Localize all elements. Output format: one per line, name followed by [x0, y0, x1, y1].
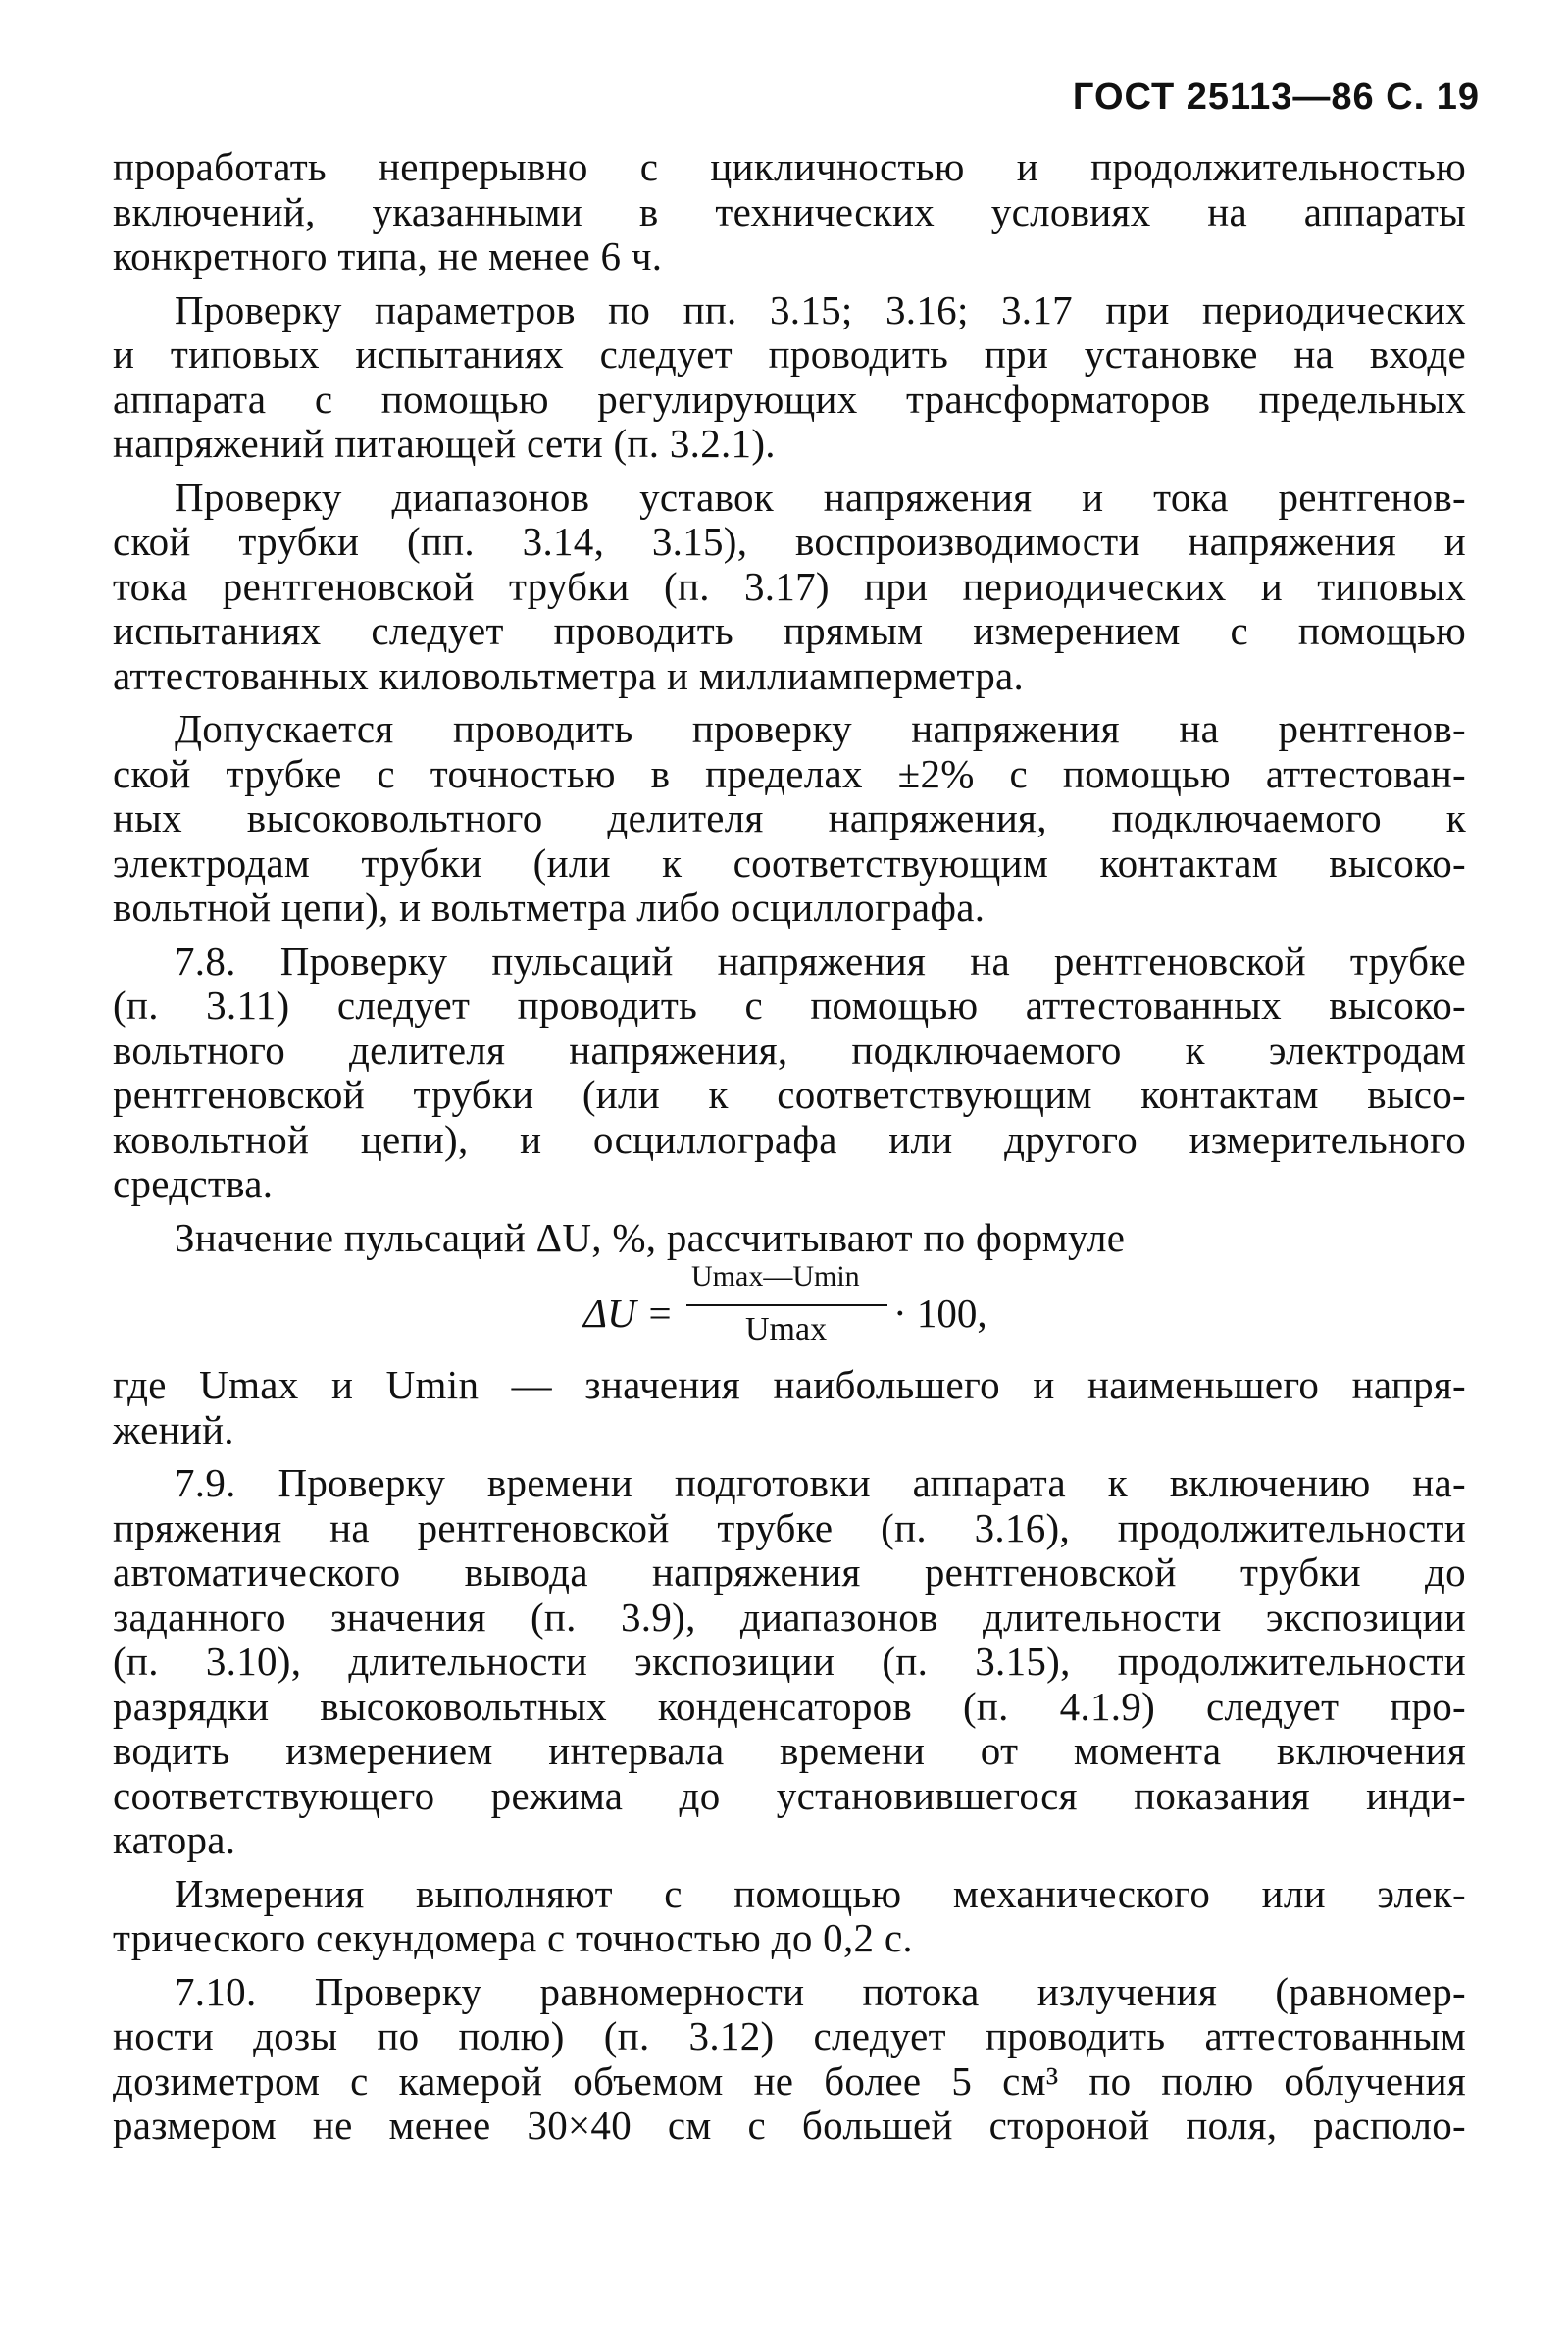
text-line: аппарата с помощью регулирующих трансформаторов предельных — [113, 376, 1466, 422]
text-line: заданного значения (п. 3.9), диапазонов длительности экспозиции — [113, 1594, 1466, 1640]
page-header: ГОСТ 25113—86 С. 19 — [1072, 76, 1480, 118]
text-line: 7.9. Проверку времени подготовки аппарата к включению на- — [175, 1460, 1466, 1505]
text-line: вольтной цепи), и вольтметра либо осциллографа. — [113, 885, 986, 930]
text-line: 7.10. Проверку равномерности потока излучения (равномер- — [175, 1968, 1466, 2014]
text-line: Проверку диапазонов уставок напряжения и тока рентгенов- — [175, 474, 1466, 520]
text-line: пряжения на рентгеновской трубке (п. 3.16), продолжительности — [113, 1504, 1466, 1550]
text-line: ных высоковольтного делителя напряжения, подключаемого к — [113, 795, 1466, 840]
text-line: ской трубке с точностью в пределах ±2% с помощью аттестован- — [113, 750, 1466, 796]
text-line: (п. 3.11) следует проводить с помощью аттестованных высоко- — [113, 983, 1466, 1028]
formula-lhs: ΔU = — [583, 1291, 674, 1336]
text-line: проработать непрерывно с цикличностью и продолжительностью — [113, 144, 1466, 189]
text-line: Проверку параметров по пп. 3.15; 3.16; 3.17 при периодических — [175, 286, 1466, 332]
ripple-formula — [113, 1260, 1466, 1363]
text-line: 7.8. Проверку пульсаций напряжения на рентгеновской трубке — [175, 937, 1466, 984]
formula-numerator: Umax—Umin — [691, 1260, 860, 1292]
text-line: Значение пульсаций ΔU, %, рассчитывают по формуле — [175, 1214, 1126, 1260]
text-line: электродам трубки (или к соответствующим контактам высоко- — [113, 839, 1466, 886]
text-line: ности дозы по полю) (п. 3.12) следует проводить аттестованным — [113, 2013, 1466, 2058]
text-line: тока рентгеновской трубки (п. 3.17) при периодических и типовых — [113, 563, 1466, 609]
text-line: ской трубки (пп. 3.14, 3.15), воспроизводимости напряжения и — [113, 519, 1466, 564]
text-line: включений, указанными в технических условиях на аппараты — [113, 188, 1466, 234]
text-line: дозиметром с камерой объемом не более 5 см³ по полю облучения — [113, 2057, 1466, 2103]
text-line: (п. 3.10), длительности экспозиции (п. 3.15), продолжительности — [113, 1639, 1466, 1684]
text-line: водить измерением интервала времени от момента включения — [113, 1728, 1466, 1773]
text-line: напряжений питающей сети (п. 3.2.1). — [113, 421, 776, 466]
text-line: разрядки высоковольтных конденсаторов (п. 4.1.9) следует про- — [113, 1683, 1466, 1729]
text-line: аттестованных киловольтметра и миллиамперметра. — [113, 652, 1025, 698]
formula-denominator: Umax — [745, 1311, 828, 1347]
fraction-bar — [686, 1304, 887, 1306]
text-line: автоматического вывода напряжения рентгеновской трубки до — [113, 1549, 1466, 1595]
text-line: Допускается проводить проверку напряжения на рентгенов- — [175, 706, 1466, 751]
text-line: рентгеновской трубки (или к соответствующим контактам высо- — [113, 1072, 1466, 1117]
text-line: испытаниях следует проводить прямым измерением с помощью — [113, 608, 1466, 653]
formula-rhs: · 100, — [893, 1291, 987, 1336]
text-line: размером не менее 30×40 см с большей стороной поля, располо- — [113, 2102, 1466, 2148]
text-line: где Umax и Umin — значения наибольшего и наименьшего напря- — [113, 1362, 1466, 1407]
text-line: соответствующего режима до установившегося показания инди- — [113, 1772, 1466, 1818]
text-line: ковольтной цепи), и осциллографа или другого измерительного — [113, 1116, 1466, 1162]
text-line: Измерения выполняют с помощью механического или элек- — [175, 1870, 1466, 1916]
text-line: трического секундомера с точностью до 0,2 с. — [113, 1915, 913, 1960]
text-line: и типовых испытаниях следует проводить при установке на входе — [113, 331, 1466, 377]
body-text — [113, 145, 1466, 2149]
text-line: конкретного типа, не менее 6 ч. — [113, 233, 663, 279]
text-line: жений. — [113, 1406, 234, 1452]
text-line: катора. — [113, 1817, 236, 1862]
text-line: средства. — [113, 1161, 274, 1206]
text-line: вольтного делителя напряжения, подключаемого к электродам — [113, 1027, 1466, 1073]
